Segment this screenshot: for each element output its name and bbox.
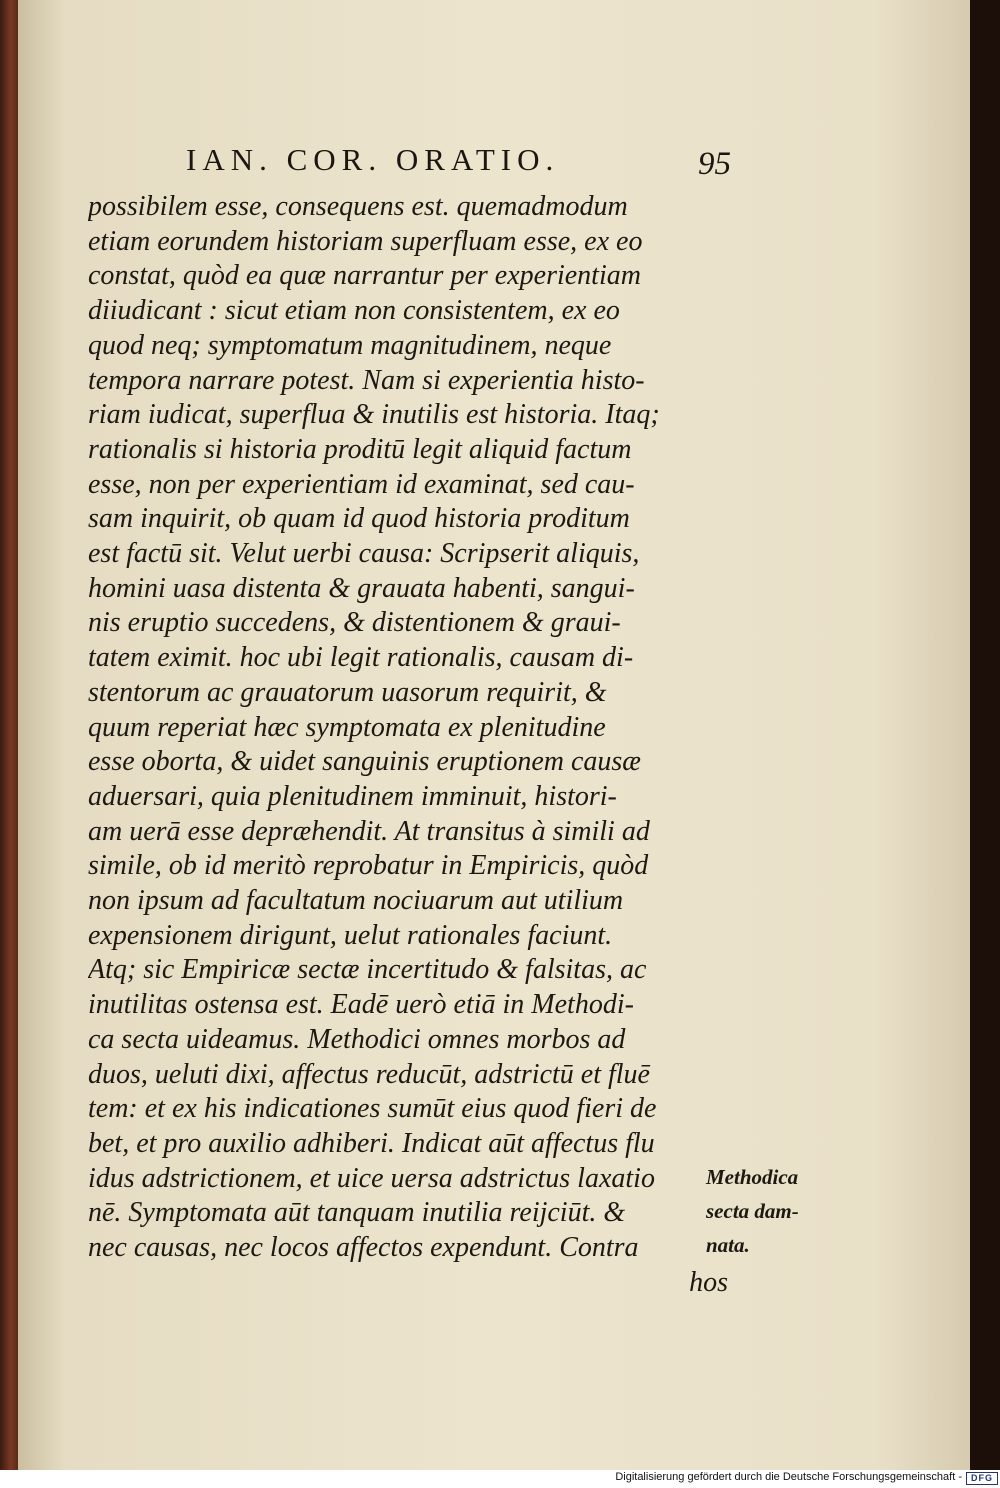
text-line: est factū sit. Velut uerbi causa: Scripserit aliquis, bbox=[88, 538, 640, 569]
text-line: expensionem dirigunt, uelut rationales faciunt. bbox=[88, 919, 613, 951]
text-line: bet, et pro auxilio adhiberi. Indicat aūt affectus flu bbox=[88, 1127, 655, 1159]
text-line: aduersari, quia plenitudinem imminuit, histori- bbox=[88, 780, 617, 812]
text-line: riam iudicat, superflua & inutilis est historia. Itaq; bbox=[88, 399, 660, 431]
text-line: homini uasa distenta & grauata habenti, sangui- bbox=[88, 572, 635, 604]
text-line: stentorum ac grauatorum uasorum requirit, & bbox=[88, 676, 607, 708]
text-line: non ipsum ad facultatum nociuarum aut utilium bbox=[88, 885, 624, 916]
text-line: constat, quòd ea quæ narrantur per experientiam bbox=[88, 260, 641, 292]
margin-note-line: secta dam- bbox=[706, 1199, 799, 1223]
digitization-footer bbox=[0, 1470, 1000, 1488]
funding-credit: Digitalisierung gefördert durch die Deutsche Forschungsgemeinschaft - bbox=[615, 1471, 962, 1483]
book-page bbox=[18, 0, 970, 1470]
text-line: esse oborta, & uidet sanguinis eruptionem causæ bbox=[88, 746, 641, 778]
text-line: nec causas, nec locos affectos expendunt. Contra bbox=[88, 1232, 639, 1263]
text-line: duos, ueluti dixi, affectus reducūt, adstrictū et fluē bbox=[88, 1058, 650, 1090]
catchword: hos bbox=[689, 1266, 728, 1298]
text-line: tempora narrare potest. Nam si experientia histo- bbox=[88, 364, 645, 396]
text-line: etiam eorundem historiam superfluam esse, ex eo bbox=[88, 225, 643, 257]
book-spine-edge bbox=[0, 0, 18, 1470]
text-line: nis eruptio succedens, & distentionem & graui- bbox=[88, 607, 621, 639]
text-line: am uerā esse depræhendit. At transitus à simili ad bbox=[88, 815, 650, 847]
text-line: simile, ob id meritò reprobatur in Empiricis, quòd bbox=[88, 850, 649, 882]
text-line: inutilitas ostensa est. Eadē uerò etiā in Methodi- bbox=[88, 989, 634, 1021]
text-line: sam inquirit, ob quam id quod historia proditum bbox=[88, 503, 630, 535]
text-line: quod neq; symptomatum magnitudinem, neque bbox=[88, 329, 612, 361]
page-number: 95 bbox=[698, 146, 731, 182]
text-line: esse, non per experientiam id examinat, sed cau- bbox=[88, 468, 635, 500]
text-line: ca secta uideamus. Methodici omnes morbos ad bbox=[88, 1023, 626, 1055]
page-header bbox=[18, 142, 970, 182]
margin-note-line: Methodica bbox=[706, 1165, 799, 1189]
dfg-logo: DFG bbox=[966, 1472, 998, 1485]
text-line: quum reperiat hæc symptomata ex plenitudine bbox=[88, 711, 606, 743]
text-line: nē. Symptomata aūt tanquam inutilia reijciūt. & bbox=[88, 1197, 626, 1229]
text-line: tem: et ex his indicationes sumūt eius quod fieri de bbox=[88, 1093, 657, 1125]
margin-note-line: nata. bbox=[706, 1233, 750, 1257]
text-line: possibilem esse, consequens est. quemadmodum bbox=[88, 191, 628, 222]
text-line: tatem eximit. hoc ubi legit rationalis, causam di- bbox=[88, 642, 634, 674]
running-title: IAN. COR. ORATIO. bbox=[186, 142, 560, 177]
text-line: idus adstrictionem, et uice uersa adstrictus laxatio bbox=[88, 1162, 655, 1194]
text-line: Atq; sic Empiricæ sectæ incertitudo & falsitas, ac bbox=[88, 954, 647, 986]
text-line: diiudicant : sicut etiam non consistentem, ex eo bbox=[88, 295, 620, 327]
text-line: rationalis si historia proditū legit aliquid factum bbox=[88, 433, 632, 465]
margin-note bbox=[706, 1160, 826, 1262]
